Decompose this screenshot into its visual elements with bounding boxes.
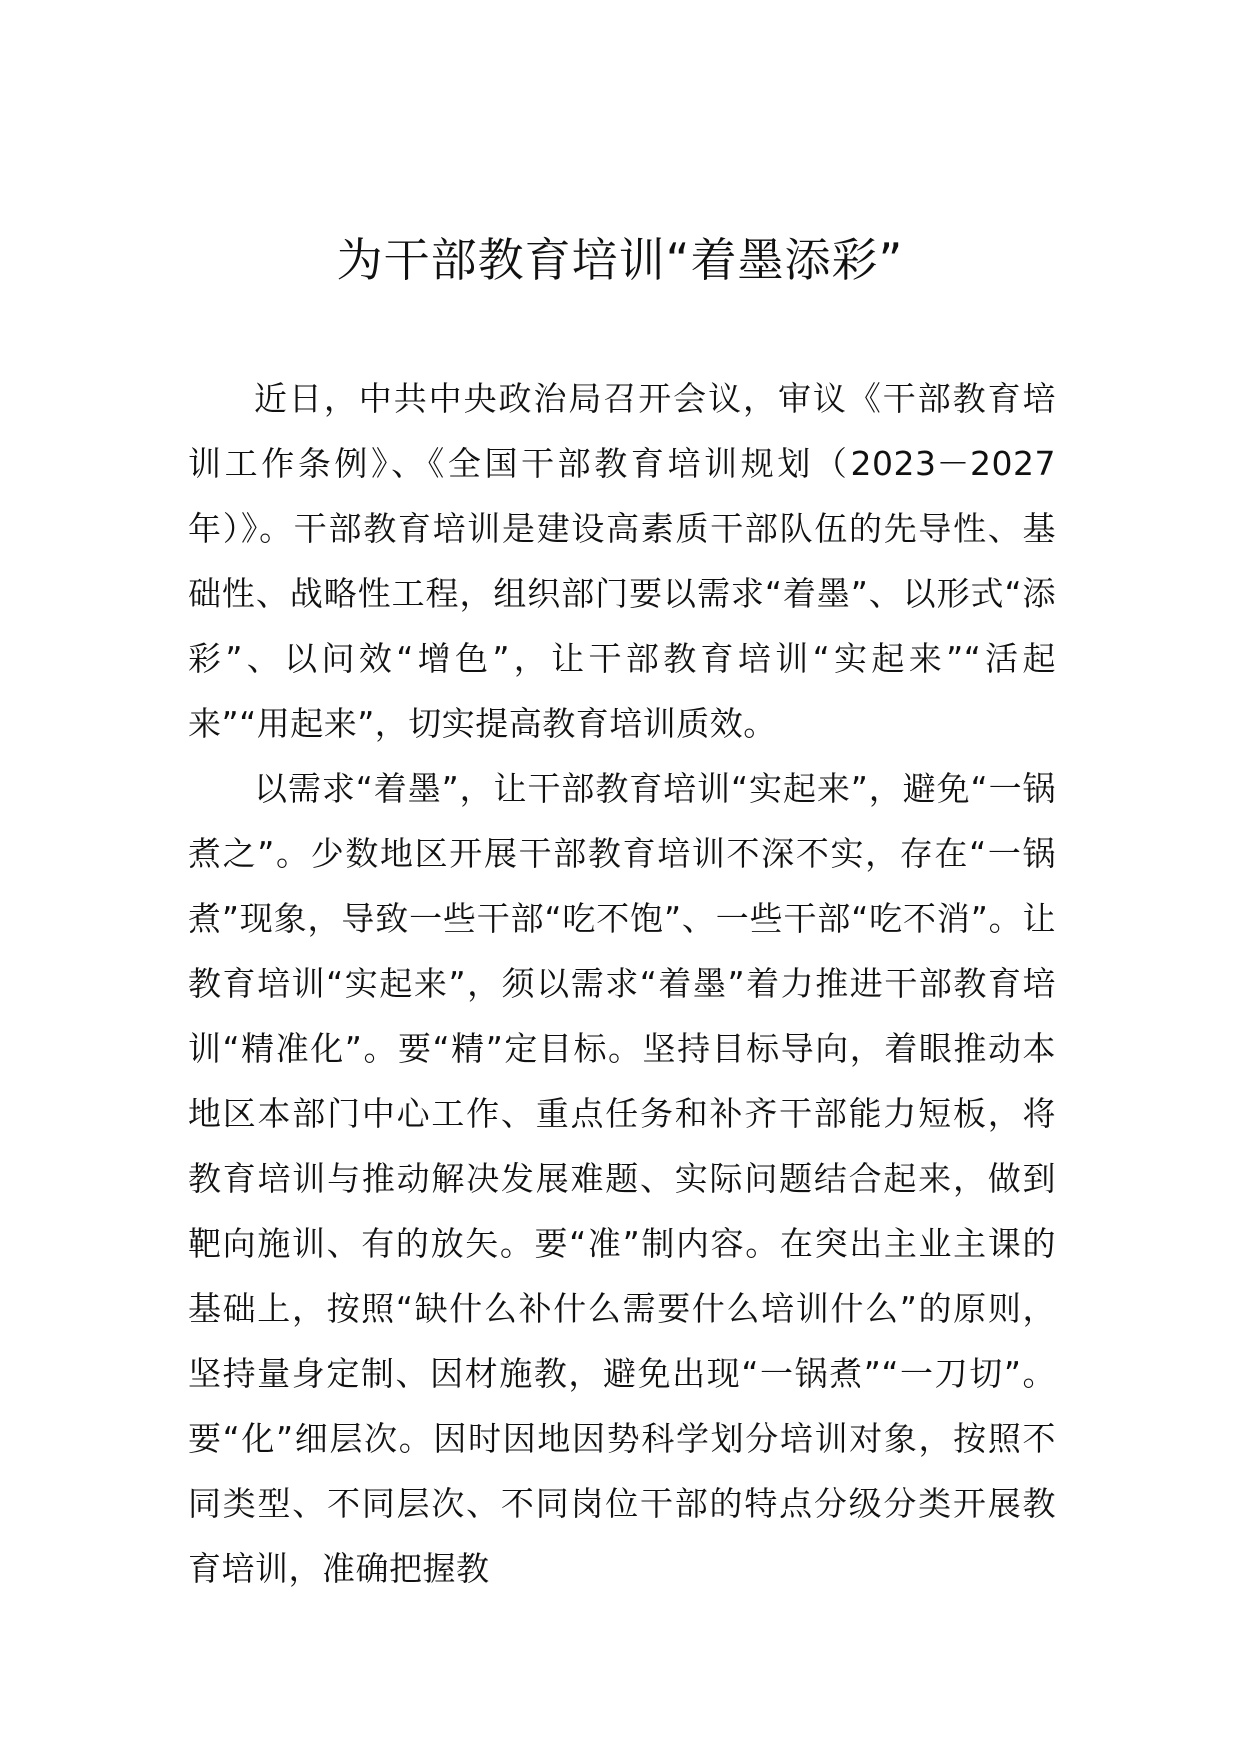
- page-title: 为干部教育培训“着墨添彩”: [336, 233, 904, 287]
- paragraph-intro: 近日，中共中央政治局召开会议，审议《干部教育培训工作条例》、《全国干部教育培训规划（2023－2027年）》。干部教育培训是建设高素质干部队伍的先导性、基础性、战略性工程，组织部门要以需求“着墨”、以形式“添彩”、以问效“增色”，让干部教育培训“实起来”“活起来”“用起来”，切实提高教育培训质效。: [188, 379, 1056, 743]
- document-body: [188, 366, 1056, 1601]
- paragraph-demand: 以需求“着墨”，让干部教育培训“实起来”，避免“一锅煮之”。少数地区开展干部教育培训不深不实，存在“一锅煮”现象，导致一些干部“吃不饱”、一些干部“吃不消”。让教育培训“实起来”，须以需求“着墨”着力推进干部教育培训“精准化”。要“精”定目标。坚持目标导向，着眼推动本地区本部门中心工作、重点任务和补齐干部能力短板，将教育培训与推动解决发展难题、实际问题结合起来，做到靶向施训、有的放矢。要“准”制内容。在突出主业主课的基础上，按照“缺什么补什么需要什么培训什么”的原则，坚持量身定制、因材施教，避免出现“一锅煮”“一刀切”。要“化”细层次。因时因地因势科学划分培训对象，按照不同类型、不同层次、不同岗位干部的特点分级分类开展教育培训，准确把握教: [188, 769, 1056, 1588]
